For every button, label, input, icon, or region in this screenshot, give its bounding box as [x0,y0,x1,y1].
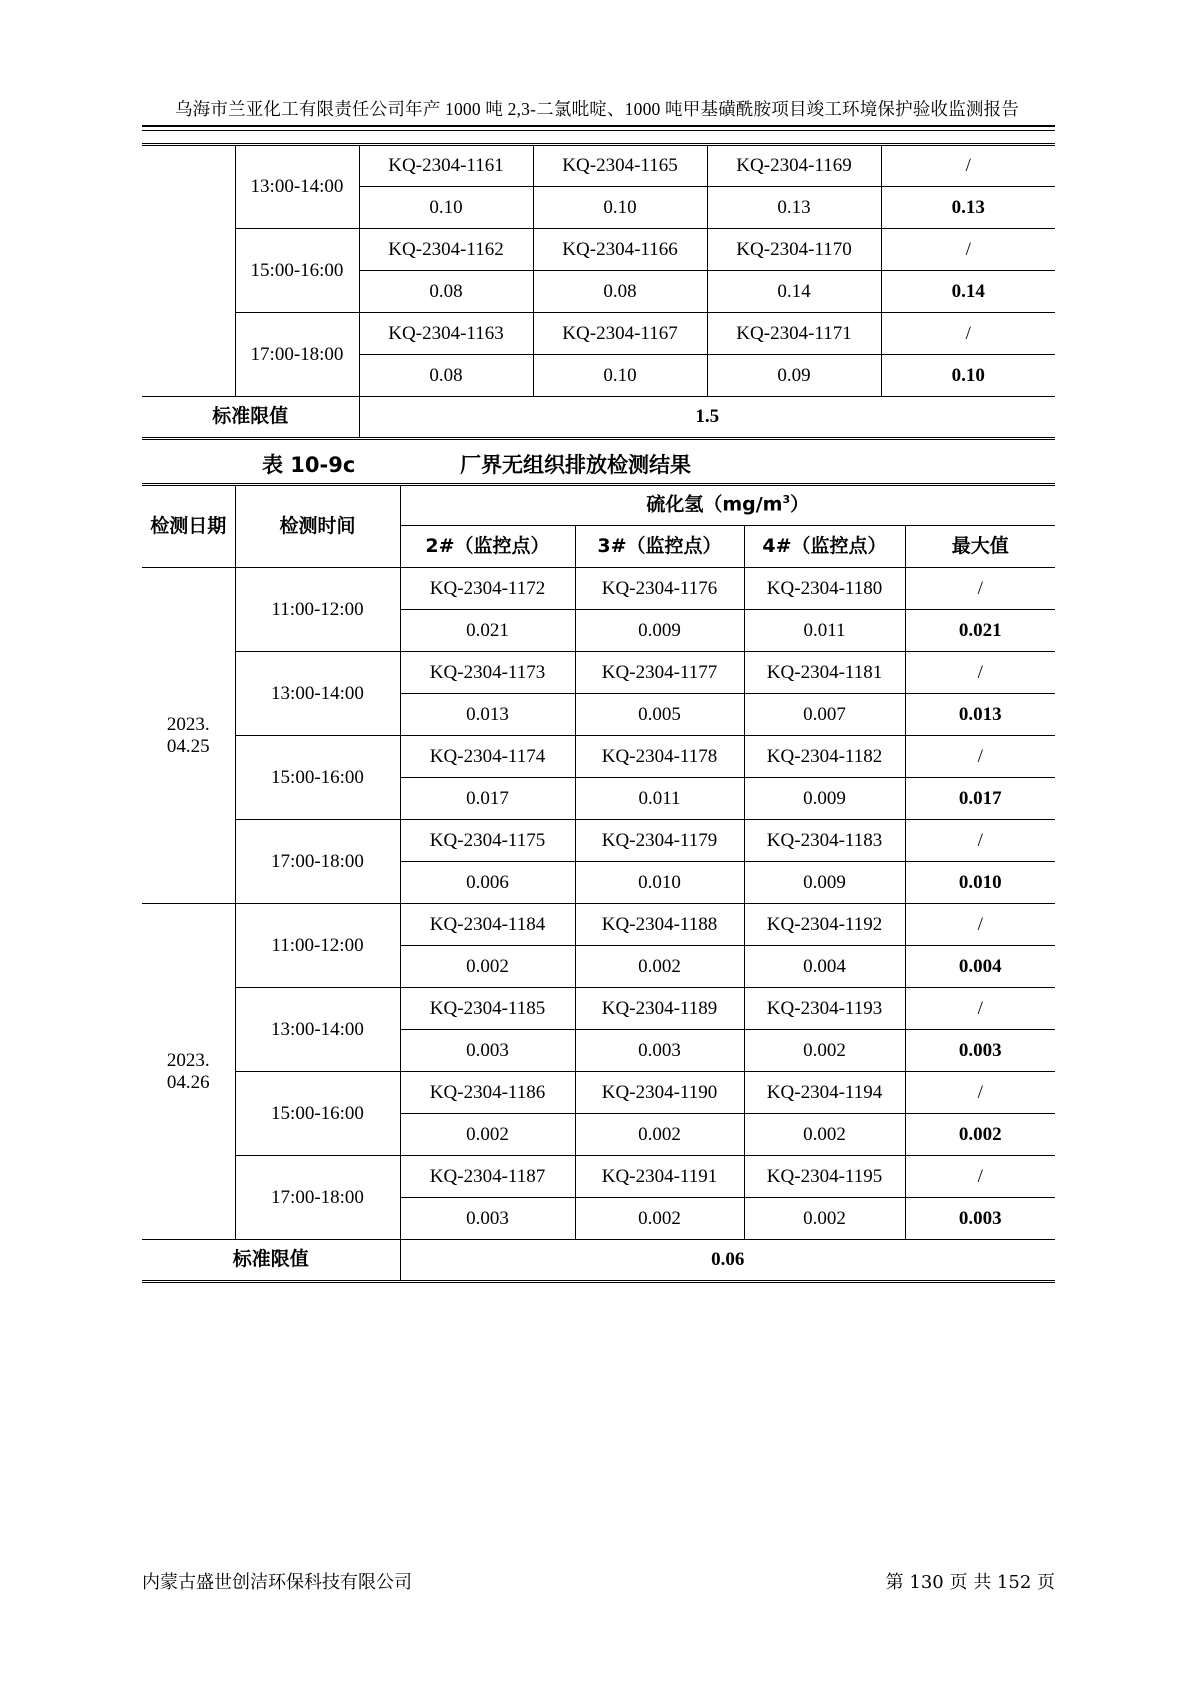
value-cell: 0.004 [744,946,905,988]
header-rule-thin [142,130,1055,131]
value-cell: 0.011 [575,778,744,820]
sample-code-cell: KQ-2304-1176 [575,568,744,610]
table-continued [142,143,1055,440]
sample-code-cell: KQ-2304-1177 [575,652,744,694]
value-cell: 0.002 [575,1114,744,1156]
table-row [142,145,1055,187]
sample-code-cell: KQ-2304-1162 [359,229,533,271]
sample-code-cell: KQ-2304-1167 [533,313,707,355]
table-row [142,229,1055,271]
max-value-cell: 0.14 [881,271,1055,313]
header-rule-thick [142,125,1055,127]
sample-code-cell: / [881,313,1055,355]
time-cell: 11:00-12:00 [235,568,400,652]
max-value-cell: 0.003 [905,1198,1055,1240]
limit-row [142,397,1055,439]
parameter-close: ） [790,493,810,516]
report-header: 乌海市兰亚化工有限责任公司年产 1000 吨 2,3-二氯吡啶、1000 吨甲基磺酰胺项目竣工环境保护验收监测报告 [174,99,1020,119]
date-cell: 2023. 04.26 [142,904,235,1240]
value-cell: 0.002 [744,1030,905,1072]
sample-code-cell: / [905,1156,1055,1198]
table-number: 表 10-9c [262,453,356,477]
value-cell: 0.09 [707,355,881,397]
sample-code-cell: KQ-2304-1193 [744,988,905,1030]
sample-code-cell: / [905,1072,1055,1114]
max-value-cell: 0.013 [905,694,1055,736]
table-row [142,820,1055,862]
sample-code-cell: KQ-2304-1161 [359,145,533,187]
header-point-2: 2#（监控点） [400,526,575,568]
sample-code-cell: KQ-2304-1172 [400,568,575,610]
time-cell: 15:00-16:00 [235,229,359,313]
sample-code-cell: / [905,988,1055,1030]
sample-code-cell: KQ-2304-1163 [359,313,533,355]
value-cell: 0.003 [575,1030,744,1072]
sample-code-cell: KQ-2304-1165 [533,145,707,187]
sample-code-cell: KQ-2304-1166 [533,229,707,271]
table-row [142,988,1055,1030]
sample-code-cell: KQ-2304-1181 [744,652,905,694]
table-row [142,1072,1055,1114]
value-cell: 0.011 [744,610,905,652]
h2s-results-table [142,483,1055,1283]
sample-code-cell: KQ-2304-1184 [400,904,575,946]
value-cell: 0.002 [575,946,744,988]
sample-code-cell: / [905,652,1055,694]
sample-code-cell: KQ-2304-1174 [400,736,575,778]
sample-code-cell: KQ-2304-1188 [575,904,744,946]
value-cell: 0.007 [744,694,905,736]
sample-code-cell: KQ-2304-1170 [707,229,881,271]
max-value-cell: 0.002 [905,1114,1055,1156]
limit-label: 标准限值 [142,397,359,439]
header-parameter [400,485,1055,526]
sample-code-cell: / [881,145,1055,187]
value-cell: 0.017 [400,778,575,820]
date-cell-continued [142,145,235,397]
sample-code-cell: KQ-2304-1186 [400,1072,575,1114]
header-time: 检测时间 [235,485,400,568]
value-cell: 0.006 [400,862,575,904]
value-cell: 0.002 [744,1198,905,1240]
table-row [142,904,1055,946]
value-cell: 0.002 [400,946,575,988]
value-cell: 0.021 [400,610,575,652]
value-cell: 0.002 [575,1198,744,1240]
parameter-label: 硫化氢（mg/m [646,493,783,516]
sample-code-cell: KQ-2304-1194 [744,1072,905,1114]
value-cell: 0.08 [533,271,707,313]
value-cell: 0.13 [707,187,881,229]
value-cell: 0.08 [359,355,533,397]
sample-code-cell: KQ-2304-1195 [744,1156,905,1198]
value-cell: 0.009 [575,610,744,652]
time-cell: 13:00-14:00 [235,988,400,1072]
sample-code-cell: / [905,736,1055,778]
sample-code-cell: KQ-2304-1178 [575,736,744,778]
limit-value: 1.5 [359,397,1055,439]
unit-superscript: 3 [782,493,791,507]
time-cell: 13:00-14:00 [235,145,359,229]
sample-code-cell: KQ-2304-1169 [707,145,881,187]
value-cell: 0.003 [400,1198,575,1240]
value-cell: 0.08 [359,271,533,313]
value-cell: 0.013 [400,694,575,736]
header-date: 检测日期 [142,485,235,568]
value-cell: 0.009 [744,862,905,904]
sample-code-cell: / [905,820,1055,862]
time-cell: 17:00-18:00 [235,313,359,397]
sample-code-cell: KQ-2304-1183 [744,820,905,862]
sample-code-cell: KQ-2304-1185 [400,988,575,1030]
value-cell: 0.003 [400,1030,575,1072]
value-cell: 0.10 [359,187,533,229]
sample-code-cell: KQ-2304-1190 [575,1072,744,1114]
value-cell: 0.009 [744,778,905,820]
footer-company: 内蒙古盛世创洁环保科技有限公司 [142,1572,412,1593]
limit-row [142,1240,1055,1282]
sample-code-cell: KQ-2304-1173 [400,652,575,694]
sample-code-cell: / [881,229,1055,271]
table-row [142,568,1055,610]
table-row [142,313,1055,355]
sample-code-cell: KQ-2304-1182 [744,736,905,778]
limit-label: 标准限值 [142,1240,400,1282]
max-value-cell: 0.13 [881,187,1055,229]
value-cell: 0.14 [707,271,881,313]
value-cell: 0.10 [533,355,707,397]
max-value-cell: 0.010 [905,862,1055,904]
footer-page-number: 第 130 页 共 152 页 [885,1572,1055,1593]
table-row [142,652,1055,694]
time-cell: 13:00-14:00 [235,652,400,736]
sample-code-cell: / [905,904,1055,946]
header-point-4: 4#（监控点） [744,526,905,568]
sample-code-cell: KQ-2304-1187 [400,1156,575,1198]
limit-value: 0.06 [400,1240,1055,1282]
table-title: 厂界无组织排放检测结果 [460,453,691,477]
time-cell: 11:00-12:00 [235,904,400,988]
sample-code-cell: KQ-2304-1191 [575,1156,744,1198]
value-cell: 0.005 [575,694,744,736]
sample-code-cell: KQ-2304-1171 [707,313,881,355]
max-value-cell: 0.004 [905,946,1055,988]
time-cell: 17:00-18:00 [235,820,400,904]
sample-code-cell: / [905,568,1055,610]
value-cell: 0.002 [400,1114,575,1156]
table-row [142,1156,1055,1198]
time-cell: 17:00-18:00 [235,1156,400,1240]
value-cell: 0.010 [575,862,744,904]
value-cell: 0.10 [533,187,707,229]
sample-code-cell: KQ-2304-1189 [575,988,744,1030]
header-max: 最大值 [905,526,1055,568]
max-value-cell: 0.017 [905,778,1055,820]
sample-code-cell: KQ-2304-1192 [744,904,905,946]
max-value-cell: 0.021 [905,610,1055,652]
table-row [142,736,1055,778]
header-point-3: 3#（监控点） [575,526,744,568]
date-cell: 2023. 04.25 [142,568,235,904]
sample-code-cell: KQ-2304-1180 [744,568,905,610]
max-value-cell: 0.10 [881,355,1055,397]
time-cell: 15:00-16:00 [235,1072,400,1156]
sample-code-cell: KQ-2304-1179 [575,820,744,862]
time-cell: 15:00-16:00 [235,736,400,820]
value-cell: 0.002 [744,1114,905,1156]
max-value-cell: 0.003 [905,1030,1055,1072]
sample-code-cell: KQ-2304-1175 [400,820,575,862]
